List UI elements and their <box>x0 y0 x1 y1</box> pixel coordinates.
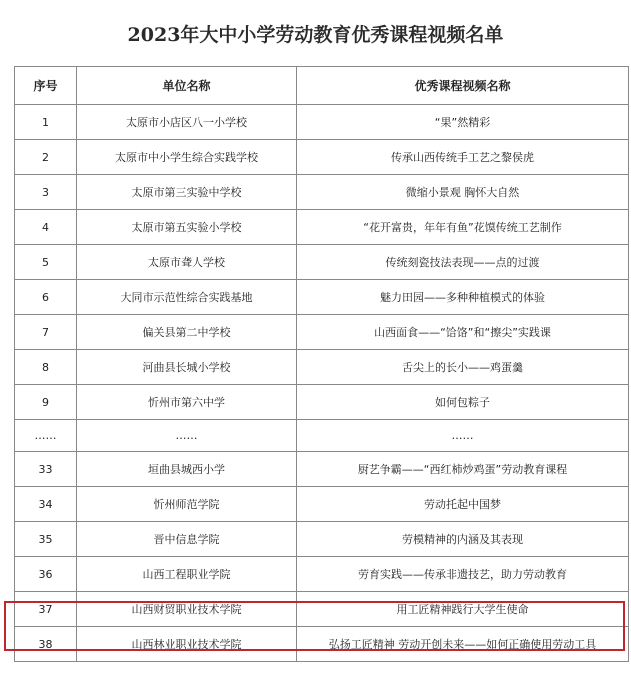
cell-no: 2 <box>15 140 77 175</box>
cell-no: 34 <box>15 487 77 522</box>
cell-no: 7 <box>15 315 77 350</box>
cell-course: 传统刻瓷技法表现——点的过渡 <box>297 245 629 280</box>
cell-unit: 太原市聋人学校 <box>77 245 297 280</box>
cell-unit: 太原市小店区八一小学校 <box>77 105 297 140</box>
course-table <box>14 66 629 662</box>
cell-unit: 河曲县长城小学校 <box>77 350 297 385</box>
table-row <box>15 627 629 662</box>
cell-unit: 太原市中小学生综合实践学校 <box>77 140 297 175</box>
table-row <box>15 522 629 557</box>
table-row <box>15 245 629 280</box>
table-row <box>15 487 629 522</box>
cell-no: 6 <box>15 280 77 315</box>
cell-unit: 偏关县第二中学校 <box>77 315 297 350</box>
cell-unit: 山西财贸职业技术学院 <box>77 592 297 627</box>
table-row <box>15 315 629 350</box>
header-course: 优秀课程视频名称 <box>297 67 629 105</box>
cell-course: 传承山西传统手工艺之黎侯虎 <box>297 140 629 175</box>
table-row <box>15 452 629 487</box>
table-row <box>15 105 629 140</box>
cell-course: 劳模精神的内涵及其表现 <box>297 522 629 557</box>
cell-unit: 大同市示范性综合实践基地 <box>77 280 297 315</box>
cell-course: 用工匠精神践行大学生使命 <box>297 592 629 627</box>
table-row <box>15 350 629 385</box>
cell-unit: 太原市第五实验小学校 <box>77 210 297 245</box>
cell-no: 1 <box>15 105 77 140</box>
cell-no: 35 <box>15 522 77 557</box>
header-unit: 单位名称 <box>77 67 297 105</box>
cell-no: 8 <box>15 350 77 385</box>
cell-course: “花开富贵，年年有鱼”花馍传统工艺制作 <box>297 210 629 245</box>
cell-no: 9 <box>15 385 77 420</box>
cell-course: 劳育实践——传承非遗技艺，助力劳动教育 <box>297 557 629 592</box>
cell-no: 3 <box>15 175 77 210</box>
cell-no: 38 <box>15 627 77 662</box>
table-header-row <box>15 67 629 105</box>
cell-unit: 垣曲县城西小学 <box>77 452 297 487</box>
cell-course: 微缩小景观 胸怀大自然 <box>297 175 629 210</box>
cell-unit: 太原市第三实验中学校 <box>77 175 297 210</box>
cell-no: 37 <box>15 592 77 627</box>
page-title: 2023年大中小学劳动教育优秀课程视频名单 <box>127 24 504 46</box>
table-row-highlighted <box>15 592 629 627</box>
cell-course: …… <box>297 420 629 452</box>
cell-course: 山西面食——“饸饹”和“擦尖”实践课 <box>297 315 629 350</box>
table-row <box>15 557 629 592</box>
cell-unit: 忻州市第六中学 <box>77 385 297 420</box>
cell-unit: 山西工程职业学院 <box>77 557 297 592</box>
table-row <box>15 385 629 420</box>
cell-no: 33 <box>15 452 77 487</box>
cell-course: “果”然精彩 <box>297 105 629 140</box>
cell-unit: …… <box>77 420 297 452</box>
cell-course: 弘扬工匠精神 劳动开创未来——如何正确使用劳动工具 <box>297 627 629 662</box>
cell-course: 魅力田园——多种种植模式的体验 <box>297 280 629 315</box>
table-row <box>15 280 629 315</box>
header-no: 序号 <box>15 67 77 105</box>
table-row <box>15 140 629 175</box>
cell-unit: 山西林业职业技术学院 <box>77 627 297 662</box>
cell-no: 36 <box>15 557 77 592</box>
cell-unit: 忻州师范学院 <box>77 487 297 522</box>
cell-unit: 晋中信息学院 <box>77 522 297 557</box>
cell-course: 劳动托起中国梦 <box>297 487 629 522</box>
ellipsis-row <box>15 420 629 452</box>
table-row <box>15 175 629 210</box>
cell-course: 如何包粽子 <box>297 385 629 420</box>
cell-course: 舌尖上的长小——鸡蛋羹 <box>297 350 629 385</box>
table-row <box>15 210 629 245</box>
cell-no: 4 <box>15 210 77 245</box>
cell-no: …… <box>15 420 77 452</box>
cell-no: 5 <box>15 245 77 280</box>
cell-course: 厨艺争霸——“西红柿炒鸡蛋”劳动教育课程 <box>297 452 629 487</box>
